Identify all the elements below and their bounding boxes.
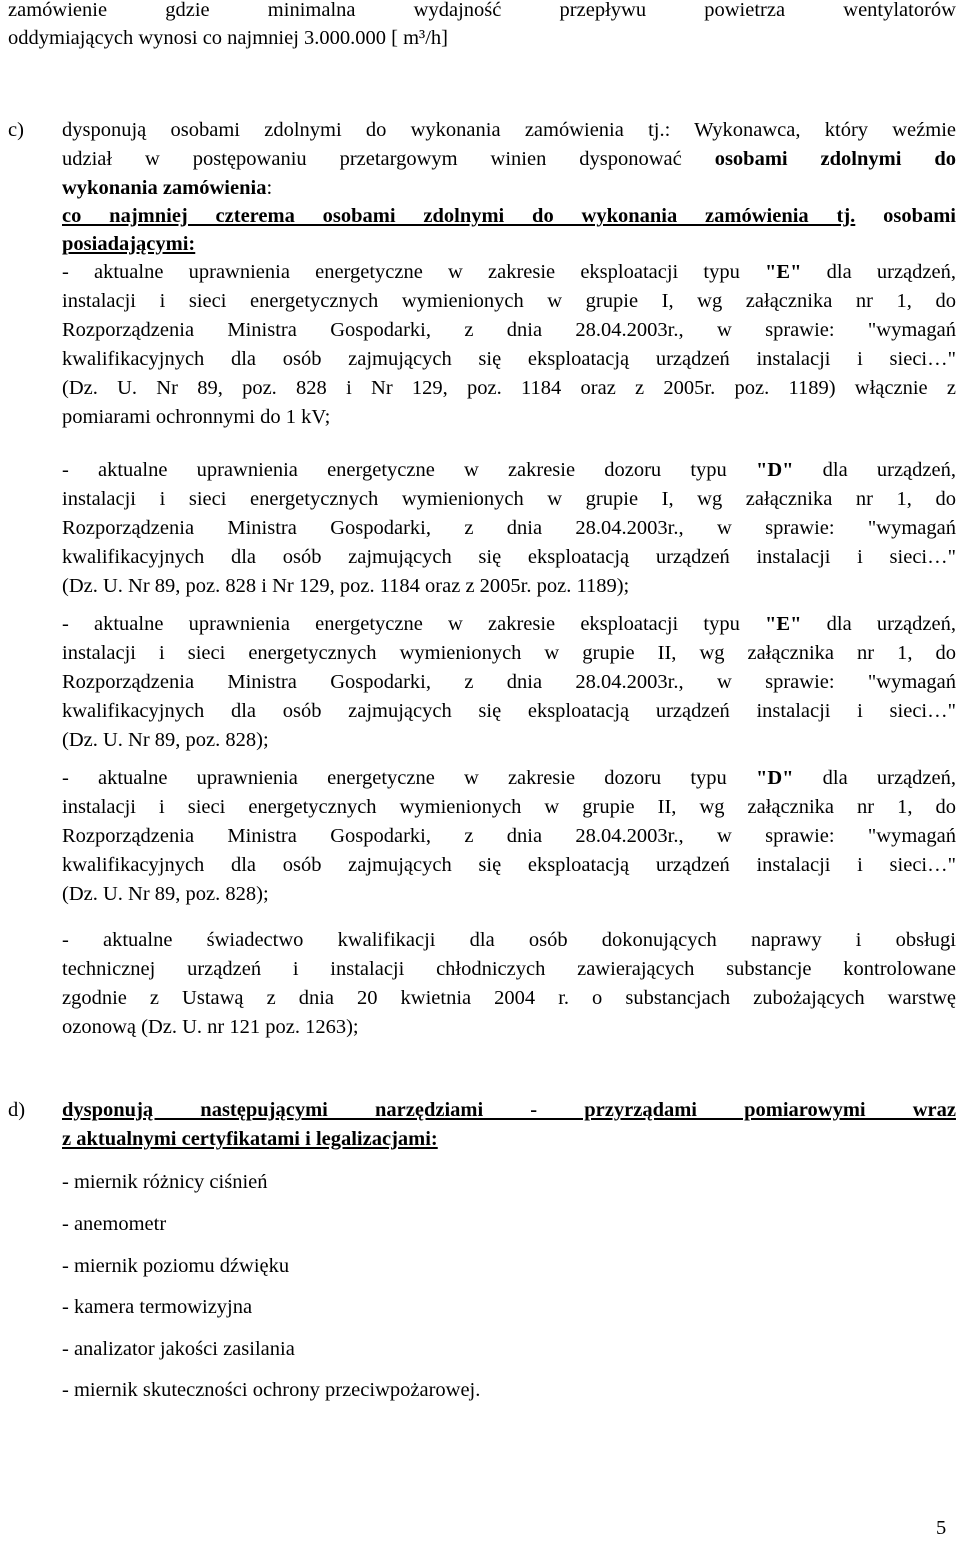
qualification-text: kwalifikacyjnych dla osób zajmujących się eksploatacją urządzeń instalacji i sieci…": [62, 854, 956, 876]
instrument-item: - miernik różnicy ciśnień: [62, 1171, 268, 1193]
section-c-line-5: [62, 230, 956, 258]
qualification-text: (Dz. U. Nr 89, poz. 828 i Nr 129, poz. 1184 oraz z 2005r. poz. 1189);: [62, 575, 630, 597]
qualification-item-1-line: [62, 258, 956, 286]
type-code: "D": [755, 767, 794, 789]
section-d-heading-text: dysponują następującymi narzędziami - przyrządami pomiarowymi wraz: [62, 1099, 956, 1121]
qualification-text: kwalifikacyjnych dla osób zajmujących się eksploatacją urządzeń instalacji i sieci…": [62, 700, 956, 722]
type-code: "E": [765, 613, 802, 635]
qualification-text: dla urządzeń,: [793, 767, 956, 789]
section-d-marker: d): [8, 1099, 26, 1121]
qualification-text: Rozporządzenia Ministra Gospodarki, z dnia 28.04.2003r., w sprawie: "wymagań: [62, 319, 956, 341]
qualification-item-2-line: [62, 543, 956, 571]
qualification-text: - aktualne uprawnienia energetyczne w zakresie dozoru typu: [62, 459, 756, 481]
qualification-item-3-line: [62, 610, 956, 638]
qualification-text: (Dz. U. Nr 89, poz. 828);: [62, 883, 269, 905]
qualification-item-3-line: [62, 697, 956, 725]
intro-line-1: zamówienie gdzie minimalna wydajność przepływu powietrza wentylatorów: [8, 0, 956, 21]
instrument-item: - miernik poziomu dźwięku: [62, 1255, 290, 1277]
qualification-text: ozonową (Dz. U. nr 121 poz. 1263);: [62, 1016, 359, 1038]
qualification-item-5-line: [62, 926, 956, 954]
type-code: "D": [755, 459, 794, 481]
section-c-text: :: [266, 177, 273, 199]
qualification-item-4-line: [62, 822, 956, 850]
qualification-text: instalacji i sieci energetycznych wymienionych w grupie I, wg załącznika nr 1, do: [62, 290, 956, 312]
qualification-item-3-line: [62, 639, 956, 667]
qualification-item-4-line: [62, 851, 956, 879]
instrument-item: - anemometr: [62, 1213, 167, 1235]
qualification-item-4-line: [62, 764, 956, 792]
qualification-item-2-line: [62, 485, 956, 513]
qualification-text: - aktualne uprawnienia energetyczne w zakresie eksploatacji typu: [62, 613, 766, 635]
section-c-bold-text: osobami: [855, 205, 956, 227]
qualification-text: (Dz. U. Nr 89, poz. 828);: [62, 729, 269, 751]
qualification-item-1-line: [62, 287, 956, 315]
qualification-item-3-line: [62, 668, 956, 696]
qualification-text: pomiarami ochronnymi do 1 kV;: [62, 406, 331, 428]
qualification-item-4-line: [62, 793, 956, 821]
qualification-text: Rozporządzenia Ministra Gospodarki, z dnia 28.04.2003r., w sprawie: "wymagań: [62, 517, 956, 539]
section-c-line-2: [62, 145, 956, 173]
section-c-marker: c): [8, 119, 24, 141]
qualification-text: - aktualne świadectwo kwalifikacji dla osób dokonujących naprawy i obsługi: [62, 929, 956, 951]
qualification-item-5-line: [62, 984, 956, 1012]
qualification-item-2-line: [62, 572, 956, 600]
qualification-item-3-line: [62, 726, 956, 754]
qualification-text: instalacji i sieci energetycznych wymienionych w grupie I, wg załącznika nr 1, do: [62, 488, 956, 510]
qualification-text: instalacji i sieci energetycznych wymienionych w grupie II, wg załącznika nr 1, do: [62, 642, 956, 664]
qualification-text: technicznej urządzeń i instalacji chłodniczych zawierających substancje kontrolowane: [62, 958, 956, 980]
section-c-bold-text: osobami zdolnymi do: [714, 148, 956, 170]
qualification-text: Rozporządzenia Ministra Gospodarki, z dnia 28.04.2003r., w sprawie: "wymagań: [62, 825, 956, 847]
qualification-item-5-line: [62, 955, 956, 983]
section-d-heading-line-1: [62, 1096, 956, 1124]
qualification-item-2-line: [62, 514, 956, 542]
section-d-heading-text: z aktualnymi certyfikatami i legalizacjami:: [62, 1128, 438, 1150]
instrument-item: - analizator jakości zasilania: [62, 1338, 295, 1360]
section-d-heading-line-2: [62, 1125, 956, 1153]
intro-line-2: oddymiających wynosi co najmniej 3.000.000 [ m³/h]: [8, 27, 448, 49]
qualification-item-1-line: [62, 345, 956, 373]
instrument-item: - kamera termowizyjna: [62, 1296, 253, 1318]
qualification-text: - aktualne uprawnienia energetyczne w zakresie eksploatacji typu: [62, 261, 766, 283]
section-c-line-4: [62, 202, 956, 230]
section-c-underlined-text: co najmniej czterema osobami zdolnymi do wykonania zamówienia tj.: [62, 205, 856, 227]
qualification-text: dla urządzeń,: [793, 459, 956, 481]
type-code: "E": [765, 261, 802, 283]
qualification-text: - aktualne uprawnienia energetyczne w zakresie dozoru typu: [62, 767, 756, 789]
qualification-text: kwalifikacyjnych dla osób zajmujących się eksploatacją urządzeń instalacji i sieci…": [62, 546, 956, 568]
qualification-text: dla urządzeń,: [801, 613, 956, 635]
qualification-text: instalacji i sieci energetycznych wymienionych w grupie II, wg załącznika nr 1, do: [62, 796, 956, 818]
qualification-item-1-line: [62, 316, 956, 344]
section-c-line-3: [62, 174, 956, 202]
instrument-item: - miernik skuteczności ochrony przeciwpożarowej.: [62, 1379, 481, 1401]
page-number: 5: [936, 1517, 947, 1539]
section-c-underlined-text: posiadającymi:: [62, 233, 196, 255]
section-c-line-1: dysponują osobami zdolnymi do wykonania zamówienia tj.: Wykonawca, który weźmie: [62, 119, 956, 141]
qualification-text: (Dz. U. Nr 89, poz. 828 i Nr 129, poz. 1184 oraz z 2005r. poz. 1189) włącznie z: [62, 377, 956, 399]
section-c-text: udział w postępowaniu przetargowym winien dysponować: [62, 148, 715, 170]
qualification-item-5-line: [62, 1013, 956, 1041]
qualification-text: zgodnie z Ustawą z dnia 20 kwietnia 2004 r. o substancjach zubożających warstwę: [62, 987, 956, 1009]
qualification-text: Rozporządzenia Ministra Gospodarki, z dnia 28.04.2003r., w sprawie: "wymagań: [62, 671, 956, 693]
qualification-item-1-line: [62, 374, 956, 402]
qualification-item-4-line: [62, 880, 956, 908]
qualification-item-2-line: [62, 456, 956, 484]
section-c-bold-text: wykonania zamówienia: [62, 177, 267, 199]
qualification-text: kwalifikacyjnych dla osób zajmujących się eksploatacją urządzeń instalacji i sieci…": [62, 348, 956, 370]
qualification-text: dla urządzeń,: [801, 261, 956, 283]
qualification-item-1-line: [62, 403, 956, 431]
